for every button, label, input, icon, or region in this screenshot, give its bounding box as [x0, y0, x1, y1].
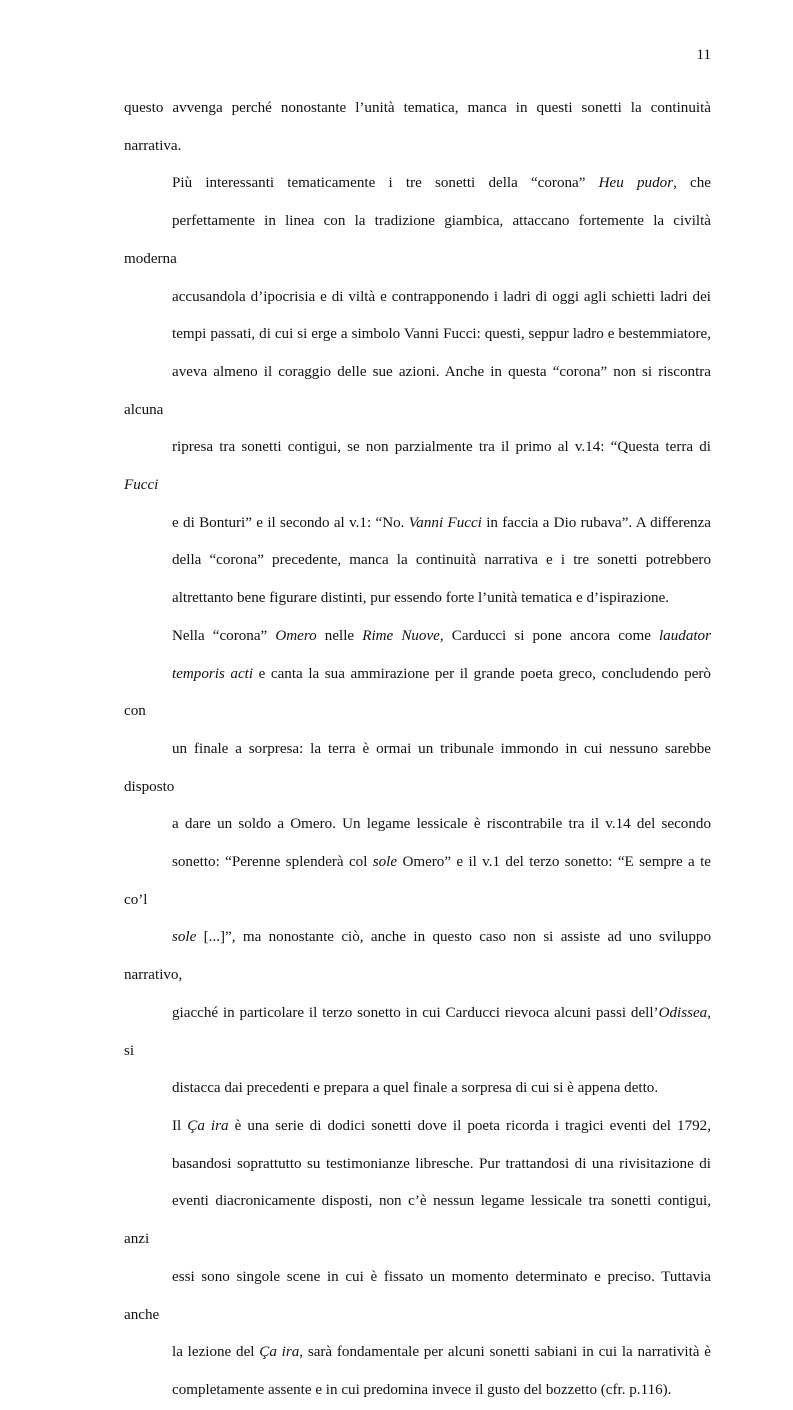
text-line: accusandola d’ipocrisia e di viltà e contrapponendo i ladri di oggi agli schietti ladri dei	[172, 288, 711, 305]
paragraph	[124, 90, 711, 165]
italic-title: temporis acti	[172, 665, 254, 682]
text-line: tempi passati, di cui si erge a simbolo Vanni Fucci: questi, seppur ladro e bestemmiatore,	[172, 326, 711, 343]
italic-title: Ça ira	[187, 1117, 229, 1134]
text-line: distacca dai precedenti e prepara a quel finale a sorpresa di cui si è appena detto.	[172, 1080, 659, 1097]
text-line: Più interessanti tematicamente i tre sonetti della “corona” Heu pudor, che	[172, 175, 712, 192]
text-line: a dare un soldo a Omero. Un legame lessicale è riscontrabile tra il v.14 del secondo	[172, 816, 711, 833]
page-number: 11	[696, 47, 711, 63]
text-line: sole [...]”, ma nonostante ciò, anche in questo caso non si assiste ad uno sviluppo narrativo,	[124, 929, 711, 984]
italic-title: Omero	[275, 627, 317, 644]
italic-title: Fucci	[124, 477, 159, 494]
paragraph	[124, 618, 711, 1108]
text-line: questo avvenga perché nonostante l’unità tematica, manca in questi sonetti la continuità	[124, 100, 711, 116]
italic-title: sole	[372, 854, 398, 871]
text-line: essi sono singole scene in cui è fissato un momento determinato e preciso. Tuttavia anche	[124, 1268, 711, 1323]
text-line: basandosi soprattutto su testimonianze libresche. Pur trattandosi di una rivisitazione di	[172, 1155, 711, 1172]
text-line: la lezione del Ça ira, sarà fondamentale per alcuni sonetti sabiani in cui la narratività è	[172, 1344, 711, 1361]
text-line: temporis acti e canta la sua ammirazione per il grande poeta greco, concludendo però con	[124, 665, 711, 720]
text-line: e di Bonturi” e il secondo al v.1: “No. Vanni Fucci in faccia a Dio rubava”. A differenza	[172, 514, 711, 531]
text-line: perfettamente in linea con la tradizione giambica, attaccano fortemente la civiltà moderna	[124, 213, 711, 267]
text-line: della “corona” precedente, manca la continuità narrativa e i tre sonetti potrebbero	[172, 552, 711, 569]
text-line: aveva almeno il coraggio delle sue azioni. Anche in questa “corona” non si riscontra alcuna	[124, 363, 711, 418]
text-line: eventi diacronicamente disposti, non c’è nessun legame lessicale tra sonetti contigui, anzi	[124, 1193, 711, 1248]
text-line: completamente assente e in cui predomina invece il gusto del bozzetto (cfr. p.116).	[172, 1381, 672, 1398]
italic-title: Rime Nuove	[362, 627, 440, 644]
body-text	[124, 90, 711, 1410]
text-line: Il Ça ira è una serie di dodici sonetti dove il poeta ricorda i tragici eventi del 1792,	[172, 1117, 711, 1134]
text-line: altrettanto bene figurare distinti, pur essendo forte l’unità tematica e d’ispirazione.	[172, 590, 670, 607]
text-line: giacché in particolare il terzo sonetto in cui Carducci rievoca alcuni passi dell’Odissea, si	[124, 1004, 711, 1059]
italic-title: Vanni Fucci	[408, 514, 482, 531]
text-line: un finale a sorpresa: la terra è ormai un tribunale immondo in cui nessuno sarebbe disposto	[124, 740, 711, 795]
text-line: Nella “corona” Omero nelle Rime Nuove, Carducci si pone ancora come laudator	[172, 627, 711, 644]
italic-title: Heu pudor	[598, 175, 674, 192]
italic-title: Ça ira	[259, 1344, 300, 1361]
text-line: ripresa tra sonetti contigui, se non parzialmente tra il primo al v.14: “Questa terra di Fucci	[124, 439, 711, 494]
italic-title: laudator	[658, 627, 711, 644]
paragraph	[124, 165, 711, 617]
text-line: sonetto: “Perenne splenderà col sole Omero” e il v.1 del terzo sonetto: “E sempre a te co’l	[124, 854, 711, 908]
italic-title: Odissea	[658, 1004, 708, 1021]
text-line: narrativa.	[124, 137, 182, 154]
paragraph	[124, 1108, 711, 1410]
italic-title: sole	[172, 929, 197, 946]
